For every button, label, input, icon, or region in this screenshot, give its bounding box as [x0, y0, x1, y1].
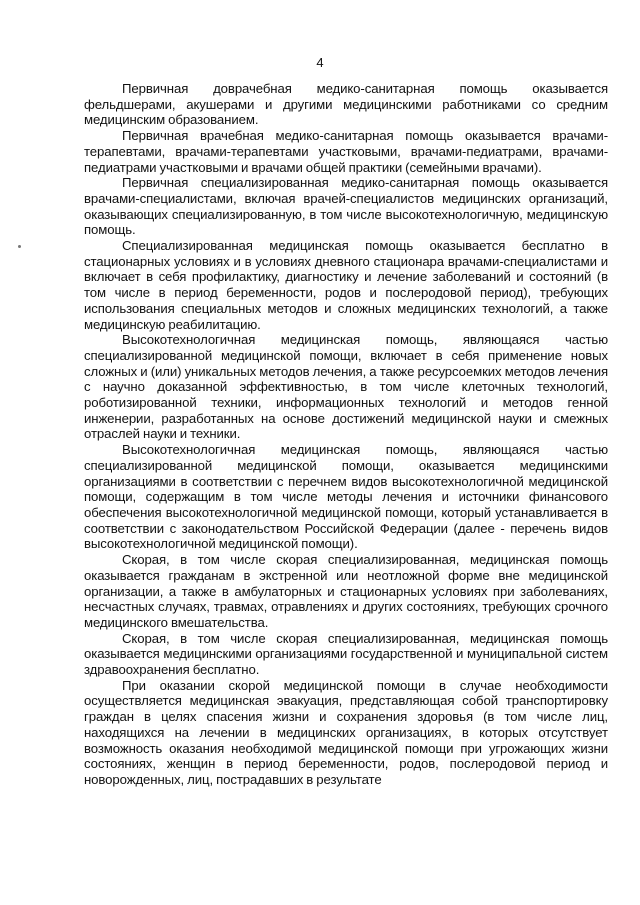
- paragraph-emergency-care-free: Скорая, в том числе скорая специализированная, медицинская помощь оказывается медицинскими организациями государственной и муниципальной систем здравоохранения бесплатно.: [84, 630, 608, 678]
- body-text: [84, 81, 608, 788]
- paragraph-medical-evacuation: При оказании скорой медицинской помощи в случае необходимости осуществляется медицинская эвакуация, представляющая собой транспортировку граждан в целях спасения жизни и сохранения здоровья (в том числе лиц, находящихся на лечении в медицинских организациях, в которых отсутствует возможность оказания необходимой медицинской помощи при угрожающих жизни состояниях, женщин в период беременности, родов, послеродовой период и новорожденных, лиц, пострадавших в результате: [84, 677, 608, 787]
- paragraph-primary-physician-care: Первичная врачебная медико-санитарная помощь оказывается врачами-терапевтами, врачами-терапевтами участковыми, врачами-педиатрами, врачами-педиатрами участковыми и врачами общей практики (семейными врачами).: [84, 128, 608, 175]
- paragraph-high-tech-care-provision: Высокотехнологичная медицинская помощь, являющаяся частью специализированной медицинской помощи, оказывается медицинскими организациями в соответствии с перечнем видов высокотехнологичной медицинской помощи, содержащим в том числе методы лечения и источники финансового обеспечения высокотехнологичной медицинской помощи, который устанавливается в соответствии с законодательством Российской Федерации (далее - перечень видов высокотехнологичной медицинской помощи).: [84, 442, 608, 552]
- paragraph-emergency-care: Скорая, в том числе скорая специализированная, медицинская помощь оказывается гражданам в экстренной или неотложной форме вне медицинской организации, а также в амбулаторных и стационарных условиях при заболеваниях, несчастных случаях, травмах, отравлениях и других состояниях, требующих срочного медицинского вмешательства.: [84, 552, 608, 630]
- paragraph-primary-specialized-care: Первичная специализированная медико-санитарная помощь оказывается врачами-специалистами, включая врачей-специалистов медицинских организаций, оказывающих специализированную, в том числе высокотехнологичную, медицинскую помощь.: [84, 175, 608, 238]
- paragraph-high-tech-care-definition: Высокотехнологичная медицинская помощь, являющаяся частью специализированной медицинской помощи, включает в себя применение новых сложных и (или) уникальных методов лечения, а также ресурсоемких методов лечения с научно доказанной эффективностью, в том числе клеточных технологий, роботизированной техники, информационных технологий и методов генной инженерии, разработанных на основе достижений медицинской науки и смежных отраслей науки и техники.: [84, 332, 608, 442]
- margin-dot: [18, 245, 21, 248]
- page-number: 4: [316, 55, 324, 70]
- paragraph-primary-prephysician-care: Первичная доврачебная медико-санитарная помощь оказывается фельдшерами, акушерами и другими медицинскими работниками со средним медицинским образованием.: [84, 81, 608, 128]
- paragraph-specialized-care: Специализированная медицинская помощь оказывается бесплатно в стационарных условиях и в условиях дневного стационара врачами-специалистами и включает в себя профилактику, диагностику и лечение заболеваний и состояний (в том числе в период беременности, родов и послеродовой период), требующих использования специальных методов и сложных медицинских технологий, а также медицинскую реабилитацию.: [84, 238, 608, 332]
